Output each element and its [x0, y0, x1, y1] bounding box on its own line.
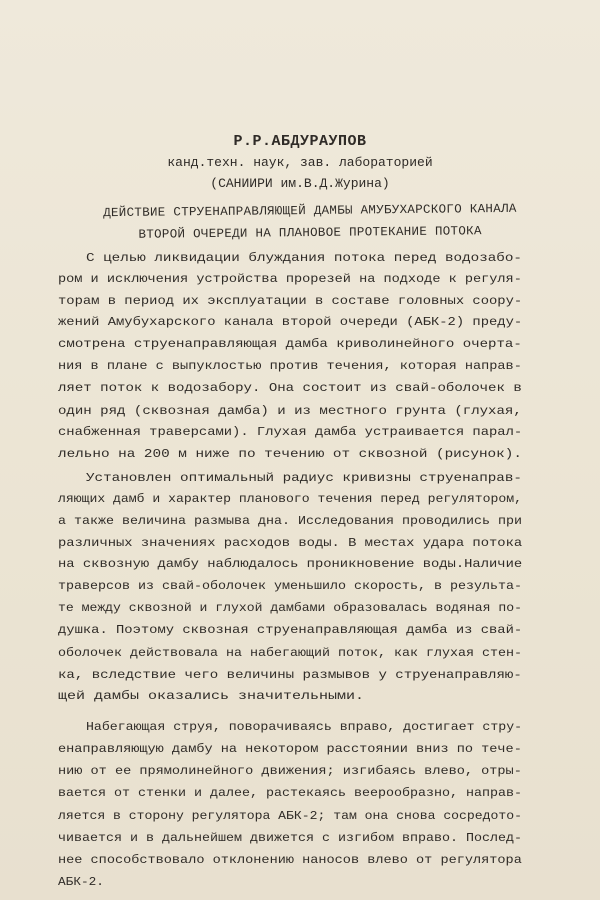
body-line: жений Амубухарского канала второй очереди (АБК-2) преду- [58, 315, 523, 329]
body-line: ляет поток к водозабору. Она состоит из свай-оболочек в [58, 381, 522, 395]
author-position: канд.техн. наук, зав. лабораторией [167, 155, 433, 170]
body-line: смотрена струенаправляющая дамба криволинейного очерта- [58, 337, 522, 351]
body-line: а также величина размыва дна. Исследования проводились при [58, 514, 523, 528]
title-line: ВТОРОЙ ОЧЕРЕДИ НА ПЛАНОВОЕ ПРОТЕКАНИЕ ПОТОКА [138, 224, 482, 242]
body-line: оболочек действовала на набегающий поток, как глухая стен- [58, 646, 523, 660]
body-line: торам в период их эксплуатации в составе головных соору- [58, 294, 523, 308]
body-line: траверсов из свай-оболочек уменьшило скорость, в результа- [58, 579, 523, 593]
body-line: снабженная траверсами). Глухая дамба устраивается парал- [58, 425, 523, 439]
body-line: ром и исключения устройства прорезей на подходе к регуля- [58, 272, 522, 286]
title-line: ДЕЙСТВИЕ СТРУЕНАПРАВЛЯЮЩЕЙ ДАМБЫ АМУБУХАРСКОГО КАНАЛА [103, 201, 517, 221]
body-line: на сквозную дамбу наблюдалось проникновение воды.Наличие [58, 557, 523, 571]
article-title [55, 197, 565, 246]
body-line: ляющих дамб и характер планового течения перед регулятором, [58, 492, 522, 506]
author-institute: (САНИИРИ им.В.Д.Журина) [210, 176, 390, 191]
body-line: ка, вследствие чего величины размывов у струенаправляю- [58, 668, 522, 682]
body-line: Набегающая струя, поворачиваясь вправо, достигает стру- [86, 720, 523, 734]
body-line: ляется в сторону регулятора АБК-2; там она снова сосредото- [58, 809, 522, 823]
body-line: различных значениях расходов воды. В местах удара потока [58, 536, 523, 550]
body-line: енаправляющую дамбу на некотором расстоянии вниз по тече- [58, 742, 522, 756]
body-line: чивается и в дальнейшем движется с изгибом вправо. Послед- [58, 831, 523, 845]
body-line: нее способствовало отклонению наносов влево от регулятора [58, 853, 522, 867]
body-line: Установлен оптимальный радиус кривизны струенаправ- [86, 471, 522, 485]
body-line: вается от стенки и далее, растекаясь веерообразно, направ- [58, 786, 523, 800]
author-name: Р.Р.АБДУРАУПОВ [233, 133, 367, 150]
body-line: один ряд (сквозная дамба) и из местного грунта (глухая, [58, 404, 522, 418]
body-line: АБК-2. [58, 875, 104, 889]
body-line: ния в плане с выпуклостью против течения, которая направ- [58, 359, 522, 373]
body-line: те между сквозной и глухой дамбами образовалась водяная по- [58, 601, 522, 615]
body-line: лельно на 200 м ниже по течению от сквозной (рисунок). [58, 447, 522, 461]
body-line: нию от ее прямолинейного движения; изгибаясь влево, отры- [58, 764, 522, 778]
body-line: С целью ликвидации блуждания потока перед водозабо- [86, 251, 522, 265]
body-line: щей дамбы оказались значительными. [58, 689, 365, 703]
body-line: душка. Поэтому сквозная струенаправляющая дамба из свай- [58, 623, 523, 637]
